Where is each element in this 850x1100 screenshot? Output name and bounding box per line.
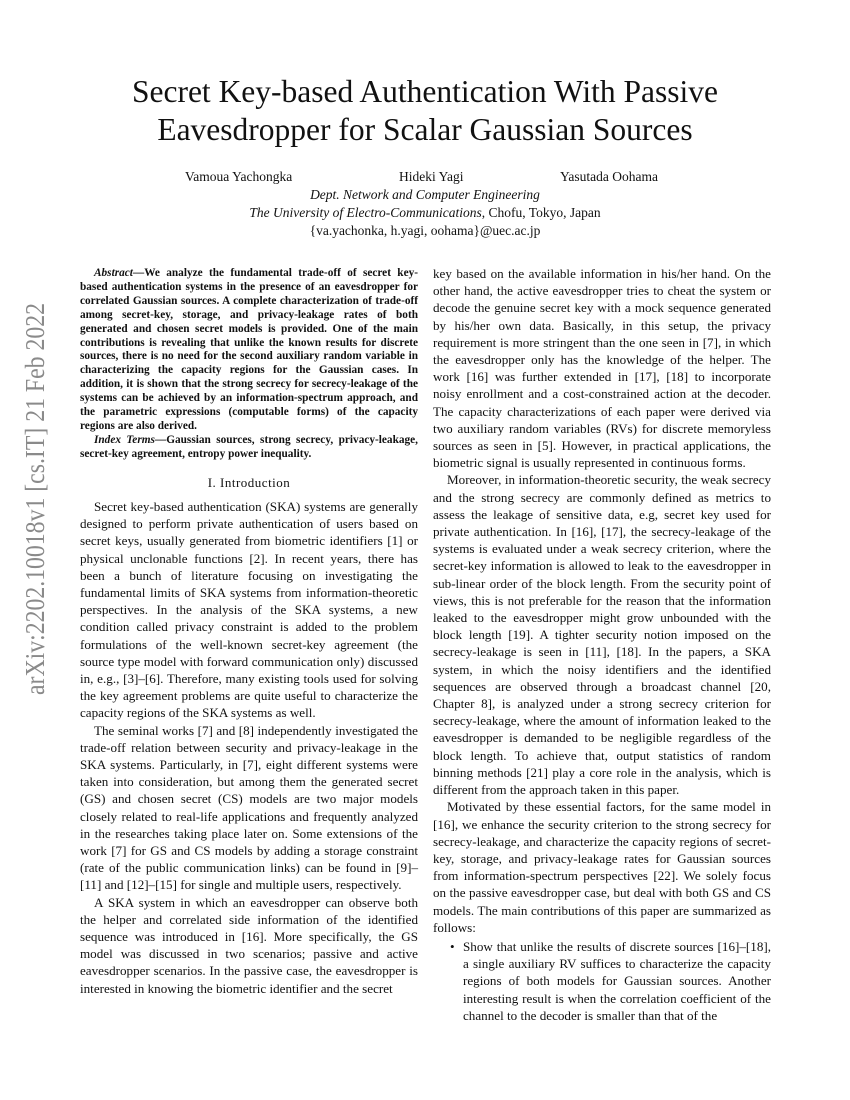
arxiv-stamp: [6, 300, 58, 695]
affiliation-university: The University of Electro-Communications, Chofu, Tokyo, Japan: [249, 205, 601, 220]
list-item: • Show that unlike the results of discrete sources [16]–[18], a single auxiliary RV suffices to characterize the capacity regions of both models for Gaussian sources. Another interesting result is when the correlation coefficient of the channel to the decoder is smaller than that of the: [433, 938, 771, 1024]
paragraph: key based on the available information in his/her hand. On the other hand, the active eavesdropper tries to cheat the system or decode the genuine secret key with a mock sequence generated by his/her own data. Basically, in this setup, the privacy requirement is more stringent than the one seen in [7], in which the eavesdropper only has the knowledge of the helper. The work [16] was further extended in [17], [18] to incorporate noisy enrollment and a cost-constrained action at the decoder. The capacity characterizations of each paper were derived via two auxiliary random variables (RVs) for discrete memoryless sources as seen in [5]. However, in practical applications, the biometric signal is usually represented in continuous forms.: [433, 266, 771, 471]
paragraph: The seminal works [7] and [8] independently investigated the trade-off relation between security and privacy-leakage in the SKA systems. Particularly, in [7], eight different systems were taken into consideration, but among them the generated secret (GS) and chosen secret (CS) models are two major models closely related to real-life applications and frequently analyzed in the researches taking place later on. Some extensions of the work [7] for GS and CS models by adding a storage constraint (rate of the public communication links) can be found in [9]–[11] and [12]–[15] for single and multiple users, respectively.: [80, 722, 418, 893]
paragraph: Moreover, in information-theoretic security, the weak secrecy and the strong secrecy are commonly defined as metrics to assess the leakage of sensitive data, e.g, secret key used for private authentication. In [16], [17], the secrecy-leakage of the systems is evaluated under a weak secrecy criterion, where the secret-key information is allowed to leak to the eavesdropper in sub-linear order of the block length. From the security point of views, this is not preferable for the reason that the information leaked to the eavesdropper might grow unbounded with the block length [19]. A tighter security notion imposed on the secrecy-leakage is seen in [11], [18]. In the papers, a SKA system, in which the noisy identifiers and the identified sequences are observed through a broadcast channel [20, Chapter 8], is analyzed under a strong secrecy criterion for secrecy-leakage, where the amount of information leaked to the eavesdropper is demanded to be negligible regardless of the block length. To achieve that, output statistics of random binning methods [21] play a core role in the analysis, which is different from the approach taken in this paper.: [433, 472, 771, 798]
title-line-1: Secret Key-based Authentication With Passive: [131, 74, 718, 109]
abstract-label: Abstract: [94, 267, 133, 279]
paragraph: Secret key-based authentication (SKA) systems are generally designed to perform private authentication of users based on secret keys, usually generated from biometric identifiers [1] or physical unclonable functions [2]. In recent years, there has been a bunch of literature focusing on investigating the fundamental limits of SKA systems from information-theoretic perspectives. In the analysis of the SKA systems, a new condition called privacy constraint is added to the problem formulations of the well-known secret-key agreement (the source type model with forward communication only) discussed in, e.g., [3]–[6]. Therefore, many existing tools used for solving the key agreement problems are quite useful to characterize the capacity regions of the SKA systems as well.: [80, 498, 418, 721]
affiliation-emails: {va.yachonka, h.yagi, oohama}@uec.ac.jp: [309, 223, 541, 238]
author-3: Yasutada Oohama: [560, 169, 658, 184]
index-terms: [80, 434, 418, 462]
arxiv-stamp-text: arXiv:2202.10018v1 [cs.IT] 21 Feb 2022: [20, 300, 50, 695]
abstract: [80, 267, 418, 434]
paper-title: [80, 73, 770, 149]
right-column: [433, 265, 771, 1024]
affiliation-dept: Dept. Network and Computer Engineering: [310, 187, 540, 202]
paragraph: A SKA system in which an eavesdropper can observe both the helper and correlated side information of the identified sequence was introduced in [16]. More specifically, the GS model was discussed in two scenarios; passive and active eavesdropper scenarios. In the passive case, the eavesdropper is interested in knowing the biometric identifier and the secret: [80, 894, 418, 996]
contributions-list: [433, 938, 771, 1024]
abstract-text: —We analyze the fundamental trade-off of secret key-based authentication systems in the presence of an eavesdropper for correlated Gaussian sources. A complete characterization of trade-off among secret-key, storage, and privacy-leakage rates of both generated and chosen secret models is provided. One of the main contributions is revealing that unlike the known results for discrete sources, there is no need for the second auxiliary random variable in characterizing the capacity regions for the Gaussian cases. In addition, it is shown that the strong secrecy for secrecy-leakage of the systems can be achieved by an information-spectrum approach, and the parametric expressions (computable forms) of the capacity regions are also derived.: [80, 267, 418, 432]
index-terms-text: —Gaussian sources, strong secrecy, privacy-leakage, secret-key agreement, entropy power inequality.: [80, 433, 418, 460]
index-terms-label: Index Terms: [94, 433, 155, 446]
section-heading-introduction: I. Introduction: [207, 474, 291, 490]
paragraph: Motivated by these essential factors, for the same model in [16], we enhance the security criterion to the strong secrecy for secrecy-leakage, and characterize the capacity regions of secret-key, storage, and privacy-leakage rates for Gaussian sources from information-spectrum perspectives [22]. We solely focus on the passive eavesdropper case, but deal with both GS and CS models. The main contributions of this paper are summarized as follows:: [433, 799, 771, 935]
title-line-2: Eavesdropper for Scalar Gaussian Sources: [157, 112, 693, 147]
left-column: [80, 267, 418, 997]
author-2: Hideki Yagi: [399, 169, 464, 184]
author-1: Vamoua Yachongka: [185, 169, 293, 184]
